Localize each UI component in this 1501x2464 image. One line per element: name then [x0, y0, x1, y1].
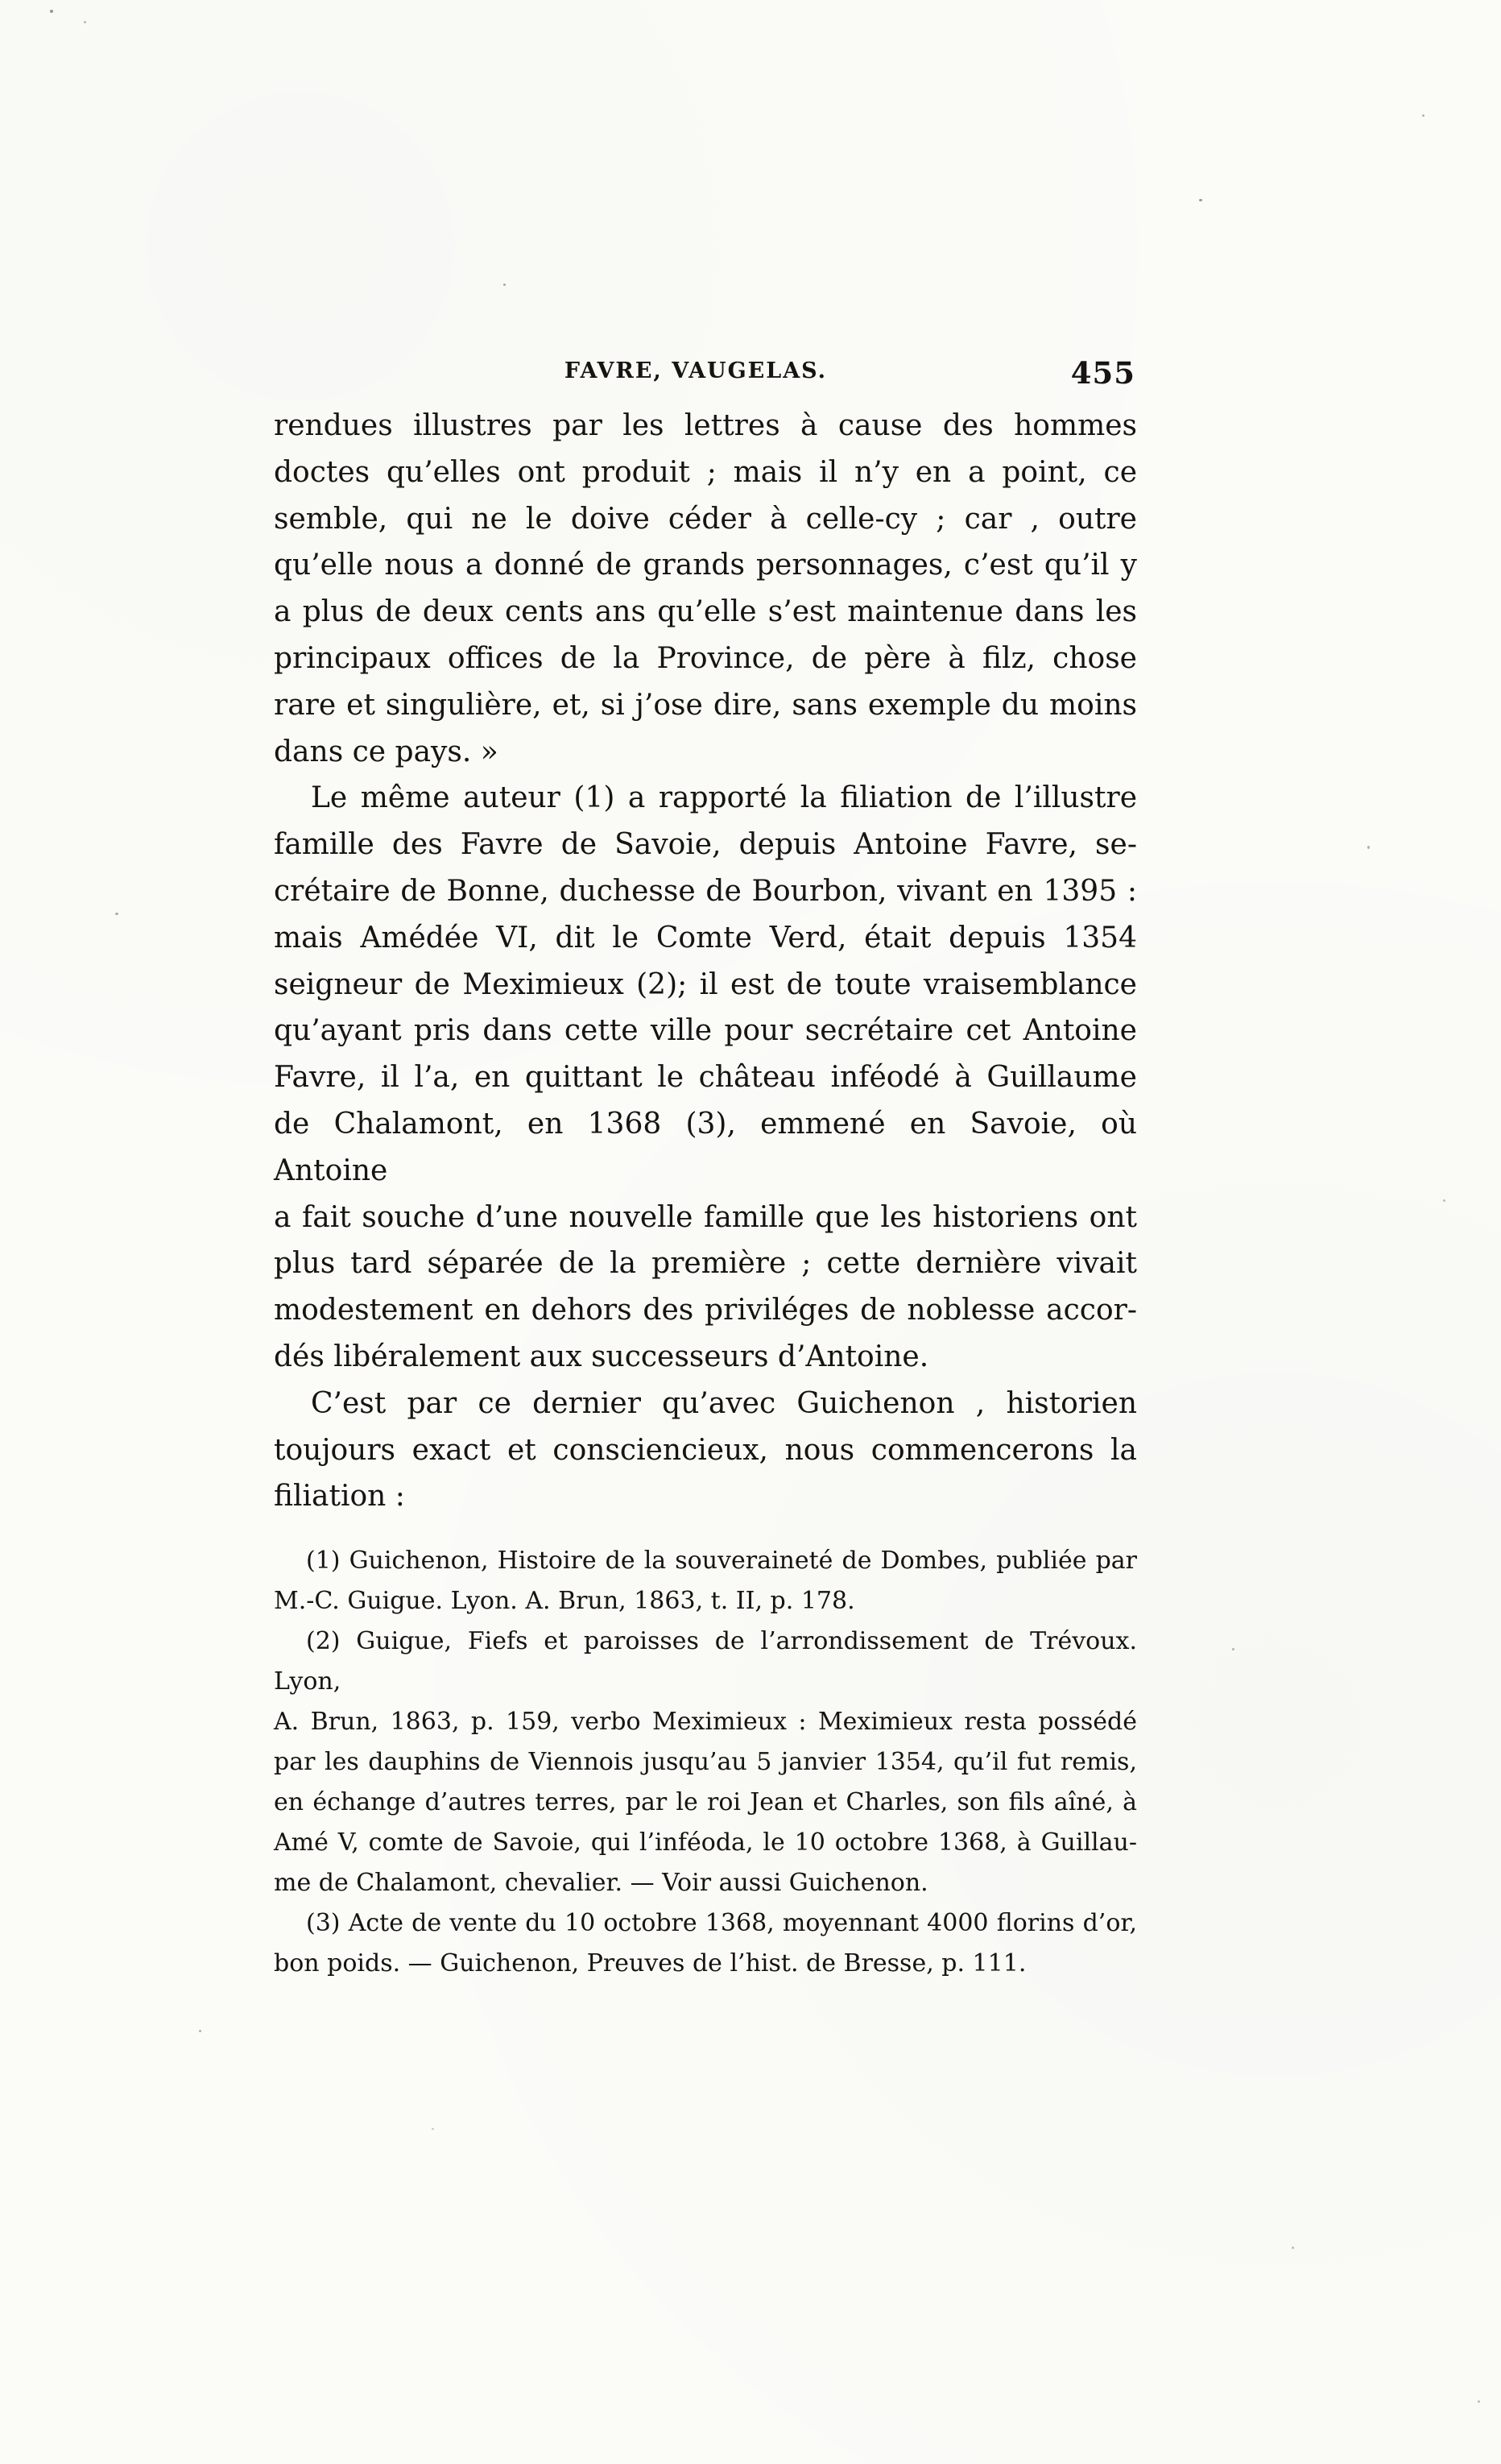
scan-speckle: [432, 2128, 434, 2130]
body-line: dans ce pays. »: [274, 735, 498, 768]
footnote-line: (3) Acte de vente du 10 octobre 1368, moyennant 4000 florins d’or,: [306, 1909, 1137, 1937]
footnote-line: (2) Guigue, Fiefs et paroisses de l’arrondissement de Trévoux. Lyon,: [274, 1627, 1137, 1696]
body-line: semble, qui ne le doive céder à celle-cy ; car , outre: [274, 502, 1137, 536]
footnote-line: Amé V, comte de Savoie, qui l’inféoda, le 10 octobre 1368, à Guillau-: [274, 1828, 1137, 1857]
body-line: plus tard séparée de la première ; cette dernière vivait: [274, 1247, 1137, 1281]
body-line: Le même auteur (1) a rapporté la filiation de l’illustre: [311, 781, 1137, 815]
scan-speckle: [1478, 2400, 1480, 2403]
running-header: [274, 355, 1137, 389]
scan-speckle: [50, 10, 53, 13]
footnote-line: bon poids. — Guichenon, Preuves de l’hist. de Bresse, p. 111.: [274, 1949, 1027, 1977]
body-line: a fait souche d’une nouvelle famille que les historiens ont: [274, 1200, 1137, 1234]
body-line: modestement en dehors des priviléges de noblesse accor-: [274, 1294, 1137, 1327]
body-line: rendues illustres par les lettres à cause des hommes: [274, 409, 1137, 442]
scan-speckle: [1199, 199, 1202, 201]
running-header-title: FAVRE, VAUGELAS.: [564, 358, 828, 383]
scan-speckle: [1292, 2247, 1294, 2249]
footnote-line: me de Chalamont, chevalier. — Voir aussi Guichenon.: [274, 1869, 928, 1897]
body-line: principaux offices de la Province, de père à filz, chose: [274, 641, 1137, 675]
body-line: de Chalamont, en 1368 (3), emmené en Savoie, où Antoine: [274, 1107, 1137, 1187]
body-line: qu’ayant pris dans cette ville pour secrétaire cet Antoine: [274, 1014, 1137, 1048]
scan-speckle: [1443, 1199, 1445, 1202]
scan-speckle: [1232, 1648, 1234, 1650]
body-line: rare et singulière, et, si j’ose dire, sans exemple du moins: [274, 688, 1137, 722]
scan-speckle: [199, 2030, 201, 2032]
body-line: qu’elle nous a donné de grands personnages, c’est qu’il y: [274, 549, 1137, 582]
footnote-line: (1) Guichenon, Histoire de la souveraineté de Dombes, publiée par: [306, 1547, 1137, 1575]
body-line: mais Amédée VI, dit le Comte Verd, était depuis 1354: [274, 921, 1137, 955]
body-line: filiation :: [274, 1480, 405, 1514]
footnote-line: en échange d’autres terres, par le roi Jean et Charles, son fils aîné, à: [274, 1788, 1137, 1816]
scan-speckle: [84, 21, 86, 23]
footnote-line: par les dauphins de Viennois jusqu’au 5 janvier 1354, qu’il fut remis,: [274, 1748, 1137, 1776]
scan-speckle: [1422, 114, 1425, 117]
scan-speckle: [1367, 846, 1370, 849]
page-number: 455: [1070, 355, 1135, 391]
body-line: dés libéralement aux successeurs d’Antoine.: [274, 1340, 929, 1373]
body-line: C’est par ce dernier qu’avec Guichenon , historien: [311, 1386, 1137, 1420]
body-line: seigneur de Meximieux (2); il est de toute vraisemblance: [274, 967, 1137, 1001]
body-line: crétaire de Bonne, duchesse de Bourbon, vivant en 1395 :: [274, 874, 1137, 908]
body-line: a plus de deux cents ans qu’elle s’est maintenue dans les: [274, 595, 1137, 629]
footnotes-block: [274, 1541, 1137, 1984]
body-line: toujours exact et consciencieux, nous commencerons la: [274, 1433, 1137, 1467]
body-line: famille des Favre de Savoie, depuis Antoine Favre, se-: [274, 828, 1137, 862]
body-line: Favre, il l’a, en quittant le château inféodé à Guillaume: [274, 1061, 1137, 1095]
main-text-block: [274, 403, 1137, 1520]
body-line: doctes qu’elles ont produit ; mais il n’y en a point, ce: [274, 455, 1137, 489]
footnote-line: M.-C. Guigue. Lyon. A. Brun, 1863, t. II, p. 178.: [274, 1587, 855, 1615]
scan-speckle: [115, 913, 118, 915]
footnote-line: A. Brun, 1863, p. 159, verbo Meximieux : Meximieux resta possédé: [274, 1708, 1137, 1736]
scan-speckle: [503, 284, 506, 286]
